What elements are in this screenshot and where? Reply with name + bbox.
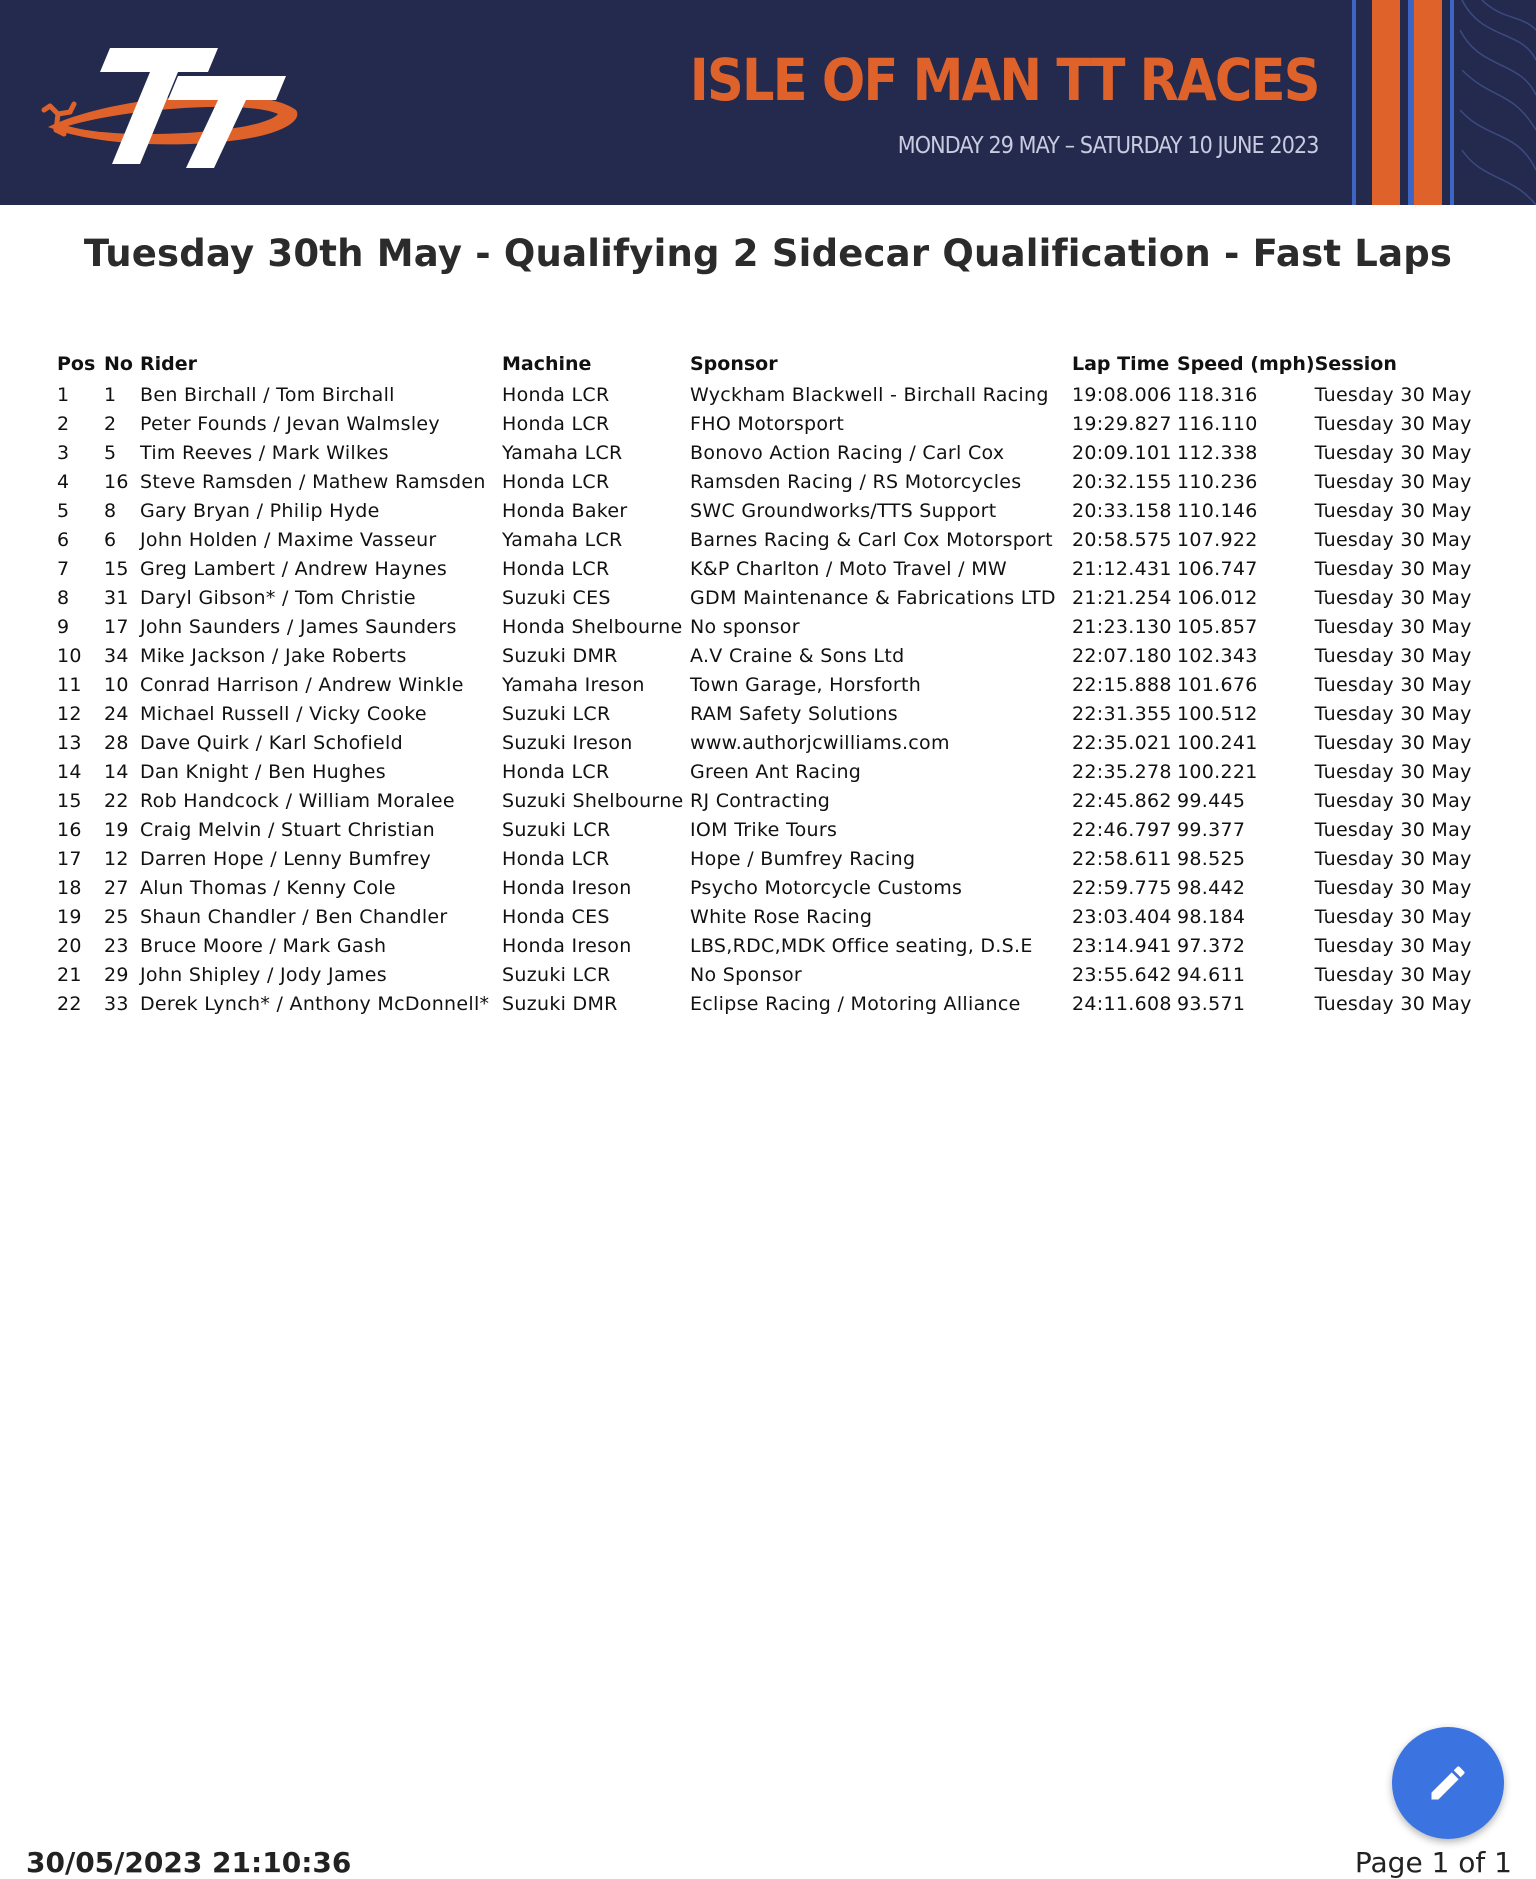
cell-machine: Suzuki LCR bbox=[502, 702, 611, 725]
cell-pos: 10 bbox=[57, 644, 82, 667]
cell-session: Tuesday 30 May bbox=[1314, 702, 1472, 725]
cell-machine: Suzuki DMR bbox=[502, 644, 618, 667]
cell-speed: 106.012 bbox=[1177, 586, 1258, 609]
cell-pos: 9 bbox=[57, 615, 70, 638]
cell-rider: Bruce Moore / Mark Gash bbox=[140, 934, 387, 957]
cell-machine: Honda LCR bbox=[502, 557, 610, 580]
cell-no: 10 bbox=[104, 673, 129, 696]
cell-session: Tuesday 30 May bbox=[1314, 934, 1472, 957]
cell-sponsor: Town Garage, Horsforth bbox=[690, 673, 922, 696]
cell-speed: 98.525 bbox=[1177, 847, 1246, 870]
cell-session: Tuesday 30 May bbox=[1314, 847, 1472, 870]
cell-no: 27 bbox=[104, 876, 129, 899]
cell-pos: 1 bbox=[57, 383, 70, 406]
cell-pos: 8 bbox=[57, 586, 70, 609]
table-row bbox=[57, 815, 1475, 844]
header-session: Session bbox=[1314, 353, 1397, 375]
cell-no: 16 bbox=[104, 470, 129, 493]
cell-lap-time: 22:46.797 bbox=[1072, 818, 1172, 841]
cell-sponsor: K&P Charlton / Moto Travel / MW bbox=[690, 557, 1007, 580]
results-body bbox=[57, 380, 1475, 1018]
header-speed: Speed (mph) bbox=[1177, 353, 1315, 375]
cell-machine: Suzuki CES bbox=[502, 586, 611, 609]
cell-speed: 110.236 bbox=[1177, 470, 1258, 493]
cell-rider: Rob Handcock / William Moralee bbox=[140, 789, 455, 812]
cell-sponsor: Bonovo Action Racing / Carl Cox bbox=[690, 441, 1005, 464]
cell-rider: John Holden / Maxime Vasseur bbox=[140, 528, 437, 551]
cell-lap-time: 20:09.101 bbox=[1072, 441, 1172, 464]
cell-session: Tuesday 30 May bbox=[1314, 992, 1472, 1015]
cell-rider: Steve Ramsden / Mathew Ramsden bbox=[140, 470, 486, 493]
cell-sponsor: RAM Safety Solutions bbox=[690, 702, 898, 725]
cell-lap-time: 21:12.431 bbox=[1072, 557, 1172, 580]
cell-machine: Suzuki DMR bbox=[502, 992, 618, 1015]
cell-no: 6 bbox=[104, 528, 117, 551]
cell-machine: Suzuki Ireson bbox=[502, 731, 633, 754]
cell-lap-time: 19:29.827 bbox=[1072, 412, 1172, 435]
table-row bbox=[57, 583, 1475, 612]
cell-pos: 14 bbox=[57, 760, 82, 783]
cell-lap-time: 22:35.021 bbox=[1072, 731, 1172, 754]
header-rider: Rider bbox=[140, 353, 197, 375]
table-row bbox=[57, 844, 1475, 873]
table-row bbox=[57, 728, 1475, 757]
cell-machine: Honda LCR bbox=[502, 847, 610, 870]
cell-no: 2 bbox=[104, 412, 117, 435]
cell-session: Tuesday 30 May bbox=[1314, 383, 1472, 406]
cell-no: 23 bbox=[104, 934, 129, 957]
cell-lap-time: 22:15.888 bbox=[1072, 673, 1172, 696]
cell-lap-time: 23:14.941 bbox=[1072, 934, 1172, 957]
cell-lap-time: 20:32.155 bbox=[1072, 470, 1172, 493]
cell-speed: 112.338 bbox=[1177, 441, 1258, 464]
cell-machine: Suzuki Shelbourne bbox=[502, 789, 684, 812]
cell-pos: 19 bbox=[57, 905, 82, 928]
table-header-row bbox=[57, 348, 1475, 380]
header-machine: Machine bbox=[502, 353, 592, 375]
cell-no: 25 bbox=[104, 905, 129, 928]
table-row bbox=[57, 496, 1475, 525]
cell-no: 34 bbox=[104, 644, 129, 667]
cell-rider: Craig Melvin / Stuart Christian bbox=[140, 818, 436, 841]
edit-button[interactable] bbox=[1392, 1727, 1504, 1839]
cell-no: 29 bbox=[104, 963, 129, 986]
table-row bbox=[57, 438, 1475, 467]
cell-speed: 100.512 bbox=[1177, 702, 1258, 725]
cell-sponsor: Psycho Motorcycle Customs bbox=[690, 876, 963, 899]
cell-speed: 102.343 bbox=[1177, 644, 1258, 667]
table-row bbox=[57, 989, 1475, 1018]
decorative-stripes bbox=[1352, 0, 1536, 205]
table-row bbox=[57, 931, 1475, 960]
cell-machine: Honda Baker bbox=[502, 499, 628, 522]
cell-speed: 98.442 bbox=[1177, 876, 1246, 899]
cell-sponsor: FHO Motorsport bbox=[690, 412, 845, 435]
cell-machine: Yamaha Ireson bbox=[502, 673, 645, 696]
cell-speed: 100.241 bbox=[1177, 731, 1258, 754]
cell-no: 22 bbox=[104, 789, 129, 812]
cell-lap-time: 22:59.775 bbox=[1072, 876, 1172, 899]
cell-pos: 5 bbox=[57, 499, 70, 522]
cell-speed: 98.184 bbox=[1177, 905, 1246, 928]
cell-rider: Shaun Chandler / Ben Chandler bbox=[140, 905, 448, 928]
cell-no: 17 bbox=[104, 615, 129, 638]
cell-session: Tuesday 30 May bbox=[1314, 876, 1472, 899]
cell-machine: Suzuki LCR bbox=[502, 963, 611, 986]
cell-pos: 12 bbox=[57, 702, 82, 725]
table-row bbox=[57, 554, 1475, 583]
cell-session: Tuesday 30 May bbox=[1314, 586, 1472, 609]
table-row bbox=[57, 409, 1475, 438]
cell-machine: Suzuki LCR bbox=[502, 818, 611, 841]
table-row bbox=[57, 670, 1475, 699]
tt-logo-icon bbox=[28, 42, 308, 172]
cell-session: Tuesday 30 May bbox=[1314, 528, 1472, 551]
cell-lap-time: 22:58.611 bbox=[1072, 847, 1172, 870]
cell-session: Tuesday 30 May bbox=[1314, 731, 1472, 754]
cell-session: Tuesday 30 May bbox=[1314, 441, 1472, 464]
cell-rider: Dan Knight / Ben Hughes bbox=[140, 760, 386, 783]
cell-pos: 4 bbox=[57, 470, 70, 493]
cell-speed: 106.747 bbox=[1177, 557, 1258, 580]
cell-speed: 101.676 bbox=[1177, 673, 1258, 696]
cell-lap-time: 24:11.608 bbox=[1072, 992, 1172, 1015]
cell-pos: 15 bbox=[57, 789, 82, 812]
cell-sponsor: GDM Maintenance & Fabrications LTD bbox=[690, 586, 1056, 609]
cell-no: 15 bbox=[104, 557, 129, 580]
cell-session: Tuesday 30 May bbox=[1314, 818, 1472, 841]
cell-rider: Derek Lynch* / Anthony McDonnell* bbox=[140, 992, 490, 1015]
cell-machine: Honda LCR bbox=[502, 383, 610, 406]
cell-session: Tuesday 30 May bbox=[1314, 412, 1472, 435]
cell-lap-time: 20:33.158 bbox=[1072, 499, 1172, 522]
results-table bbox=[57, 348, 1475, 1018]
cell-pos: 22 bbox=[57, 992, 82, 1015]
cell-session: Tuesday 30 May bbox=[1314, 470, 1472, 493]
table-row bbox=[57, 467, 1475, 496]
cell-sponsor: Ramsden Racing / RS Motorcycles bbox=[690, 470, 1022, 493]
cell-speed: 93.571 bbox=[1177, 992, 1246, 1015]
cell-machine: Yamaha LCR bbox=[502, 441, 623, 464]
table-row bbox=[57, 525, 1475, 554]
cell-rider: Ben Birchall / Tom Birchall bbox=[140, 383, 395, 406]
pencil-edit-icon bbox=[1426, 1761, 1470, 1805]
cell-session: Tuesday 30 May bbox=[1314, 905, 1472, 928]
cell-session: Tuesday 30 May bbox=[1314, 557, 1472, 580]
cell-sponsor: Eclipse Racing / Motoring Alliance bbox=[690, 992, 1021, 1015]
cell-speed: 100.221 bbox=[1177, 760, 1258, 783]
table-row bbox=[57, 641, 1475, 670]
cell-pos: 17 bbox=[57, 847, 82, 870]
cell-sponsor: Hope / Bumfrey Racing bbox=[690, 847, 916, 870]
cell-pos: 6 bbox=[57, 528, 70, 551]
header-pos: Pos bbox=[57, 353, 96, 375]
cell-session: Tuesday 30 May bbox=[1314, 615, 1472, 638]
cell-rider: John Saunders / James Saunders bbox=[140, 615, 457, 638]
cell-pos: 13 bbox=[57, 731, 82, 754]
cell-machine: Honda Ireson bbox=[502, 876, 632, 899]
header-lap-time: Lap Time bbox=[1072, 353, 1170, 375]
cell-rider: Gary Bryan / Philip Hyde bbox=[140, 499, 380, 522]
cell-speed: 118.316 bbox=[1177, 383, 1258, 406]
cell-machine: Honda Ireson bbox=[502, 934, 632, 957]
cell-machine: Honda LCR bbox=[502, 760, 610, 783]
cell-pos: 21 bbox=[57, 963, 82, 986]
cell-speed: 116.110 bbox=[1177, 412, 1258, 435]
cell-session: Tuesday 30 May bbox=[1314, 673, 1472, 696]
header-banner bbox=[0, 0, 1536, 205]
header-sponsor: Sponsor bbox=[690, 353, 778, 375]
cell-rider: Alun Thomas / Kenny Cole bbox=[140, 876, 396, 899]
cell-pos: 16 bbox=[57, 818, 82, 841]
cell-no: 31 bbox=[104, 586, 129, 609]
header-no: No bbox=[104, 353, 133, 375]
table-row bbox=[57, 612, 1475, 641]
cell-sponsor: A.V Craine & Sons Ltd bbox=[690, 644, 905, 667]
cell-pos: 20 bbox=[57, 934, 82, 957]
cell-machine: Yamaha LCR bbox=[502, 528, 623, 551]
cell-rider: Darren Hope / Lenny Bumfrey bbox=[140, 847, 432, 870]
table-row bbox=[57, 699, 1475, 728]
cell-no: 28 bbox=[104, 731, 129, 754]
cell-sponsor: IOM Trike Tours bbox=[690, 818, 838, 841]
cell-rider: Mike Jackson / Jake Roberts bbox=[140, 644, 407, 667]
cell-pos: 3 bbox=[57, 441, 70, 464]
cell-session: Tuesday 30 May bbox=[1314, 963, 1472, 986]
cell-rider: Greg Lambert / Andrew Haynes bbox=[140, 557, 448, 580]
cell-speed: 99.377 bbox=[1177, 818, 1246, 841]
table-row bbox=[57, 757, 1475, 786]
table-row bbox=[57, 902, 1475, 931]
cell-machine: Honda LCR bbox=[502, 470, 610, 493]
cell-pos: 18 bbox=[57, 876, 82, 899]
cell-rider: Daryl Gibson* / Tom Christie bbox=[140, 586, 416, 609]
cell-speed: 94.611 bbox=[1177, 963, 1246, 986]
cell-lap-time: 23:55.642 bbox=[1072, 963, 1172, 986]
cell-speed: 110.146 bbox=[1177, 499, 1258, 522]
footer-timestamp: 30/05/2023 21:10:36 bbox=[26, 1846, 352, 1879]
document-title: Tuesday 30th May - Qualifying 2 Sidecar Qualification - Fast Laps bbox=[83, 232, 1453, 275]
footer-page-number: Page 1 of 1 bbox=[1354, 1846, 1512, 1879]
cell-rider: Tim Reeves / Mark Wilkes bbox=[140, 441, 389, 464]
cell-session: Tuesday 30 May bbox=[1314, 499, 1472, 522]
cell-sponsor: SWC Groundworks/TTS Support bbox=[690, 499, 997, 522]
cell-rider: John Shipley / Jody James bbox=[140, 963, 387, 986]
cell-no: 14 bbox=[104, 760, 129, 783]
cell-sponsor: www.authorjcwilliams.com bbox=[690, 731, 950, 754]
table-row bbox=[57, 786, 1475, 815]
cell-lap-time: 22:31.355 bbox=[1072, 702, 1172, 725]
cell-sponsor: LBS,RDC,MDK Office seating, D.S.E bbox=[690, 934, 1033, 957]
cell-speed: 97.372 bbox=[1177, 934, 1246, 957]
cell-sponsor: Green Ant Racing bbox=[690, 760, 862, 783]
cell-speed: 105.857 bbox=[1177, 615, 1258, 638]
cell-lap-time: 22:07.180 bbox=[1072, 644, 1172, 667]
cell-sponsor: White Rose Racing bbox=[690, 905, 873, 928]
cell-pos: 11 bbox=[57, 673, 82, 696]
banner-dates: MONDAY 29 MAY – SATURDAY 10 JUNE 2023 bbox=[898, 133, 1319, 159]
cell-no: 1 bbox=[104, 383, 117, 406]
cell-lap-time: 21:23.130 bbox=[1072, 615, 1172, 638]
cell-rider: Conrad Harrison / Andrew Winkle bbox=[140, 673, 464, 696]
cell-lap-time: 19:08.006 bbox=[1072, 383, 1172, 406]
cell-no: 33 bbox=[104, 992, 129, 1015]
cell-session: Tuesday 30 May bbox=[1314, 789, 1472, 812]
cell-lap-time: 21:21.254 bbox=[1072, 586, 1172, 609]
cell-sponsor: Wyckham Blackwell - Birchall Racing bbox=[690, 383, 1049, 406]
cell-rider: Michael Russell / Vicky Cooke bbox=[140, 702, 427, 725]
cell-rider: Peter Founds / Jevan Walmsley bbox=[140, 412, 440, 435]
cell-lap-time: 23:03.404 bbox=[1072, 905, 1172, 928]
table-row bbox=[57, 960, 1475, 989]
cell-no: 8 bbox=[104, 499, 117, 522]
cell-lap-time: 22:35.278 bbox=[1072, 760, 1172, 783]
cell-speed: 99.445 bbox=[1177, 789, 1246, 812]
banner-title: ISLE OF MAN TT RACES bbox=[690, 46, 1319, 114]
cell-machine: Honda Shelbourne bbox=[502, 615, 683, 638]
cell-pos: 7 bbox=[57, 557, 70, 580]
cell-session: Tuesday 30 May bbox=[1314, 644, 1472, 667]
cell-rider: Dave Quirk / Karl Schofield bbox=[140, 731, 403, 754]
cell-sponsor: RJ Contracting bbox=[690, 789, 831, 812]
cell-speed: 107.922 bbox=[1177, 528, 1258, 551]
cell-no: 5 bbox=[104, 441, 117, 464]
cell-lap-time: 20:58.575 bbox=[1072, 528, 1172, 551]
table-row bbox=[57, 873, 1475, 902]
cell-sponsor: Barnes Racing & Carl Cox Motorsport bbox=[690, 528, 1053, 551]
cell-no: 24 bbox=[104, 702, 129, 725]
table-row bbox=[57, 380, 1475, 409]
cell-lap-time: 22:45.862 bbox=[1072, 789, 1172, 812]
cell-session: Tuesday 30 May bbox=[1314, 760, 1472, 783]
cell-sponsor: No sponsor bbox=[690, 615, 800, 638]
cell-no: 12 bbox=[104, 847, 129, 870]
cell-machine: Honda LCR bbox=[502, 412, 610, 435]
cell-no: 19 bbox=[104, 818, 129, 841]
cell-machine: Honda CES bbox=[502, 905, 610, 928]
cell-pos: 2 bbox=[57, 412, 70, 435]
cell-sponsor: No Sponsor bbox=[690, 963, 802, 986]
